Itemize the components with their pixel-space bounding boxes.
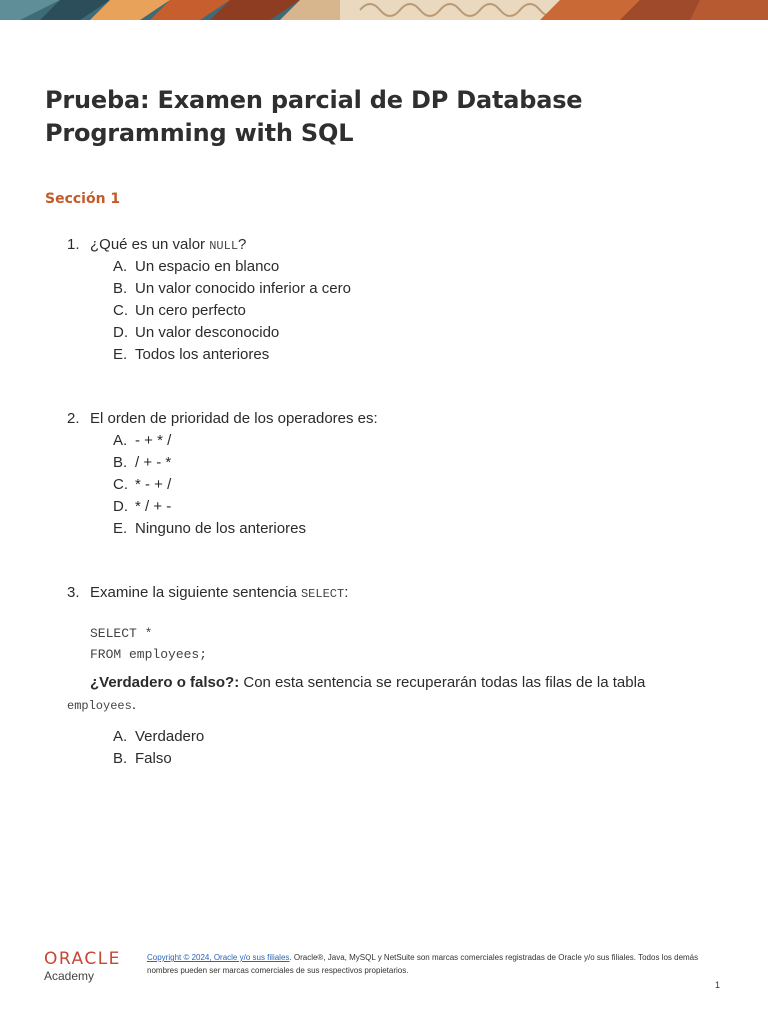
statement-end: .: [131, 696, 136, 713]
option-letter: A.: [113, 258, 128, 275]
copyright-link[interactable]: Copyright © 2024, Oracle y/o sus filiales: [147, 953, 290, 962]
question-text: [90, 236, 246, 253]
question-stem: [0, 410, 768, 432]
option-a: [0, 432, 768, 454]
option-letter: C.: [113, 476, 128, 493]
banner-artwork: [0, 0, 768, 20]
option-text: Todos los anteriores: [135, 346, 270, 363]
inline-code: employees: [67, 699, 132, 713]
header-banner: [0, 0, 768, 20]
question-2: [0, 410, 768, 542]
section-heading: Sección 1: [45, 191, 121, 207]
option-text: Verdadero: [135, 728, 205, 745]
page-number: 1: [715, 980, 721, 990]
copyright-text: . Oracle®, Java, MySQL y NetSuite son marcas comerciales registradas de Oracle y/o sus filiales. Todos los demás nombres pueden ser marcas comerciales de sus respectivos propietarios.: [147, 953, 699, 975]
copyright-notice: [147, 951, 722, 977]
code-line: FROM employees;: [90, 647, 208, 662]
question-text-after: :: [344, 584, 349, 601]
option-e: [0, 520, 768, 542]
option-text: * - + /: [135, 476, 172, 493]
question-number: 1.: [67, 236, 80, 253]
code-block: [90, 623, 207, 665]
academy-logo-word: Academy: [44, 969, 95, 983]
option-text: Un valor conocido inferior a cero: [135, 280, 351, 297]
option-letter: C.: [113, 302, 128, 319]
option-letter: D.: [113, 498, 128, 515]
option-b: [0, 750, 768, 772]
question-number: 3.: [67, 584, 80, 601]
option-text: Ninguno de los anteriores: [135, 520, 306, 537]
question-text: [90, 584, 348, 601]
option-text: - + * /: [135, 432, 172, 449]
question-stem: [0, 584, 768, 606]
question-3: [0, 584, 768, 606]
option-letter: A.: [113, 432, 128, 449]
option-text: Un cero perfecto: [135, 302, 246, 319]
option-letter: E.: [113, 520, 128, 537]
option-b: [0, 280, 768, 302]
option-letter: A.: [113, 728, 128, 745]
option-c: [0, 476, 768, 498]
option-text: Falso: [135, 750, 172, 767]
code-line: SELECT *: [90, 626, 153, 641]
option-text: Un espacio en blanco: [135, 258, 280, 275]
option-letter: B.: [113, 454, 128, 471]
question-text-after: ?: [238, 236, 247, 253]
inline-code: NULL: [209, 239, 239, 253]
option-letter: E.: [113, 346, 128, 363]
option-letter: B.: [113, 750, 128, 767]
question-1: [0, 236, 768, 368]
statement-line-2: [67, 696, 136, 713]
statement-line: [90, 674, 645, 691]
question-3-options: [0, 728, 768, 772]
option-a: [0, 258, 768, 280]
option-e: [0, 346, 768, 368]
option-b: [0, 454, 768, 476]
question-stem: [0, 236, 768, 258]
question-text-before: Examine la siguiente sentencia: [90, 584, 301, 601]
question-number: 2.: [67, 410, 80, 427]
question-text: El orden de prioridad de los operadores es:: [90, 410, 378, 427]
option-text: / + - *: [135, 454, 172, 471]
true-false-label: ¿Verdadero o falso?:: [90, 674, 240, 691]
page-title: Prueba: Examen parcial de DP Database Programming with SQL: [45, 86, 583, 147]
option-d: [0, 324, 768, 346]
option-letter: D.: [113, 324, 128, 341]
inline-code: SELECT: [300, 587, 345, 601]
option-text: Un valor desconocido: [135, 324, 280, 341]
option-letter: B.: [113, 280, 128, 297]
question-text-before: ¿Qué es un valor: [90, 236, 210, 253]
oracle-academy-logo: [44, 950, 121, 984]
option-a: [0, 728, 768, 750]
option-c: [0, 302, 768, 324]
oracle-logo-word: ORACLE: [44, 949, 121, 969]
option-d: [0, 498, 768, 520]
option-text: * / + -: [135, 498, 172, 515]
statement-text: Con esta sentencia se recuperarán todas las filas de la tabla: [239, 674, 646, 691]
